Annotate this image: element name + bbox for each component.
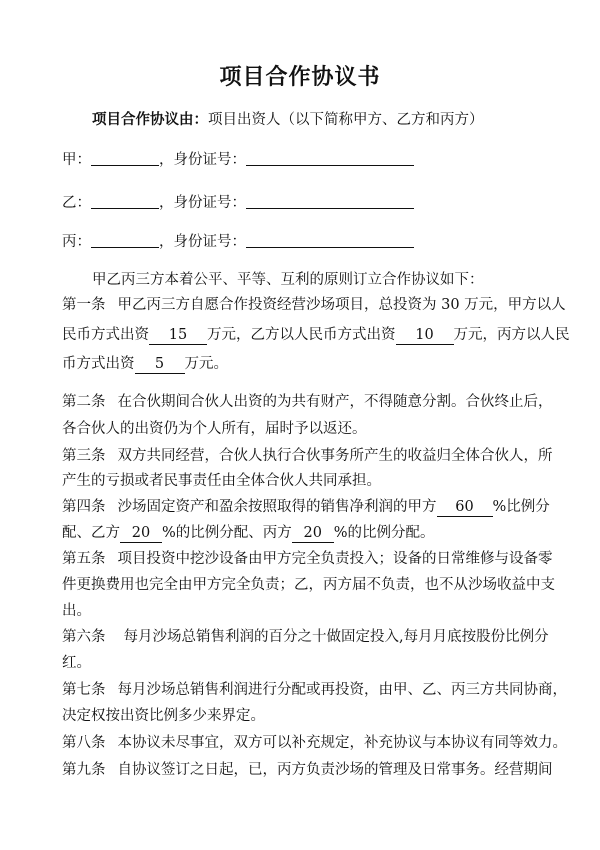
article-7-number: 第七条 [62,682,106,698]
article-8-text: 本协议未尽事宜，双方可以补充规定，补充协议与本协议有同等效力。 [117,735,567,751]
article-9-line-1 [62,760,553,780]
article-7-line-1 [62,680,567,700]
document-title: 项目合作协议书 [219,65,381,90]
article-1-text: 万元，乙方以人民币方式出资 [207,327,396,343]
party-name: 乙： [62,195,91,211]
article-7-line-2: 决定权按出资比例多少来界定。 [62,708,265,724]
party-name-blank[interactable] [91,150,159,166]
article-4-line-1 [62,497,550,517]
ratio-yi: 20 [120,524,162,543]
preamble: 甲乙丙三方本着公平、平等、互利的原则订立合作协议如下： [92,272,484,288]
party-id-blank[interactable] [246,193,414,209]
article-1-text: 甲乙丙三方自愿合作投资经营沙场项目，总投资为 30 万元，甲方以人 [117,297,566,313]
article-2-line-2: 各合伙人的出资仍为个人所有，届时予以返还。 [62,421,367,437]
article-2-number: 第二条 [62,394,106,410]
article-1-line-2 [62,325,570,345]
article-1-text: 民币方式出资 [62,327,149,343]
article-1-text: 万元。 [184,356,228,372]
article-4-text: %的比例分配。 [333,525,435,541]
article-5-line-3: 出。 [62,603,91,619]
article-4-text: 配、乙方 [62,525,120,541]
article-9-number: 第九条 [62,762,106,778]
article-4-text: %比例分 [492,499,550,515]
amount-yi: 10 [396,326,454,345]
intro-label: 项目合作协议由： [92,112,208,128]
party-id-blank[interactable] [246,150,414,166]
party-name-blank[interactable] [91,232,159,248]
party-row-jia [62,150,414,170]
article-3-line-2: 产生的亏损或者民事责任由全体合伙人共同承担。 [62,473,381,489]
party-row-bing [62,232,414,252]
article-4-number: 第四条 [62,499,106,515]
article-1-line-3 [62,354,228,374]
article-4-text: %的比例分配、丙方 [162,525,292,541]
article-6-text: 每月沙场总销售利润的百分之十做固定投入,每月月底按股份比例分 [123,629,549,645]
party-row-yi [62,193,414,213]
article-1-text: 万元，丙方以人民 [453,327,570,343]
article-6-line-1 [62,627,549,647]
article-6-number: 第六条 [62,629,106,645]
ratio-jia: 60 [437,498,493,517]
party-name: 甲： [62,152,91,168]
article-7-text: 每月沙场总销售利润进行分配或再投资，由甲、乙、丙三方共同协商， [117,682,567,698]
intro-text: 项目出资人（以下简称甲方、乙方和丙方） [208,112,484,128]
amount-jia: 15 [149,326,207,345]
article-3-number: 第三条 [62,448,106,464]
article-3-text: 双方共同经营，合伙人执行合伙事务所产生的收益归全体合伙人，所 [117,448,553,464]
article-9-text: 自协议签订之日起，已，丙方负责沙场的管理及日常事务。经营期间 [117,762,553,778]
party-id-label: ，身份证号： [159,195,246,211]
article-5-number: 第五条 [62,551,106,567]
article-4-line-2 [62,523,435,543]
ratio-bing: 20 [292,524,334,543]
amount-bing: 5 [135,355,185,374]
intro-line [92,110,484,130]
party-id-blank[interactable] [246,232,414,248]
party-id-label: ，身份证号： [159,152,246,168]
article-2-text: 在合伙期间合伙人出资的为共有财产，不得随意分割。合伙终止后， [117,394,553,410]
article-5-line-1 [62,549,553,569]
article-1-number: 第一条 [62,297,106,313]
article-5-text: 项目投资中挖沙设备由甲方完全负责投入；设备的日常维修与设备零 [117,551,553,567]
article-2-line-1 [62,392,553,412]
article-4-text: 沙场固定资产和盈余按照取得的销售净利润的甲方 [117,499,437,515]
article-1-line-1 [62,295,566,315]
article-1-text: 币方式出资 [62,356,135,372]
article-5-line-2: 件更换费用也完全由甲方完全负责；乙，丙方届不负责，也不从沙场收益中支 [62,577,555,593]
article-3-line-1 [62,446,553,466]
party-name: 丙： [62,234,91,250]
article-8-line-1 [62,733,567,753]
party-id-label: ，身份证号： [159,234,246,250]
party-name-blank[interactable] [91,193,159,209]
article-6-line-2: 红。 [62,655,91,671]
article-8-number: 第八条 [62,735,106,751]
